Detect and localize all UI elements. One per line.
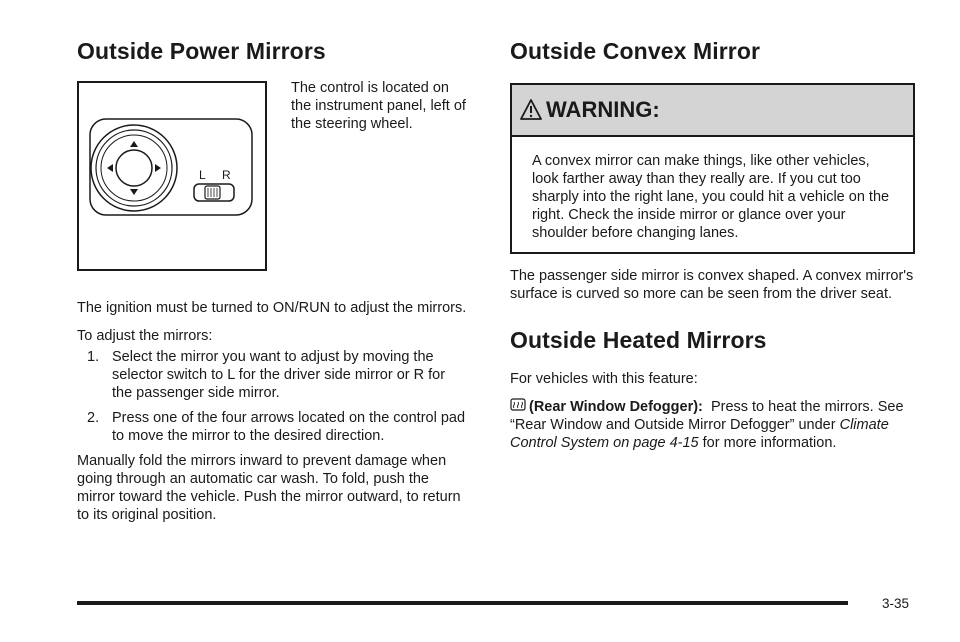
page-number: 3-35 (882, 596, 910, 611)
step-text: Press one of the four arrows located on the control pad to move the mirror to the desired direction. (112, 410, 466, 444)
control-location-text: The control is located on the instrument panel, left of the steering wheel. (291, 80, 466, 132)
vehicles-feature-text: For vehicles with this feature: (510, 371, 698, 387)
selector-switch-knob (205, 186, 220, 199)
defogger-paragraph (510, 398, 915, 452)
warning-body-text: A convex mirror can make things, like other vehicles, look farther away than they really are. If you cut too sharply into the right lane, you could hit a vehicle on the right. Check the inside mirror or glance over your shoulder before changing lanes. (532, 153, 890, 241)
ignition-text: The ignition must be turned to ON/RUN to adjust the mirrors. (77, 300, 467, 316)
defogger-text-b: for more information. (698, 435, 837, 451)
defogger-label: (Rear Window Defogger): (529, 399, 703, 415)
arrow-left-icon (107, 164, 113, 172)
mirror-control-figure (77, 81, 267, 271)
footer-rule (77, 601, 848, 605)
intro-block (77, 81, 467, 271)
switch-label-l: L (199, 168, 206, 182)
warning-title: WARNING: (546, 97, 660, 122)
list-item (77, 348, 467, 402)
left-column (77, 38, 467, 524)
section-heading-convex-mirror: Outside Convex Mirror (510, 38, 761, 64)
convex-mirror-text: The passenger side mirror is convex shaped. A convex mirror's surface is curved so more can be seen from the driver seat. (510, 268, 914, 302)
step-number: 1. (87, 349, 100, 365)
adjust-intro-text: To adjust the mirrors: (77, 328, 213, 344)
right-column (510, 38, 915, 452)
arrow-up-icon (130, 141, 138, 147)
climate-control-link[interactable]: Climate Control System on page 4-15 (510, 417, 889, 451)
list-item (77, 409, 467, 445)
warning-box (510, 83, 915, 254)
arrow-down-icon (130, 189, 138, 195)
mirror-control-illustration (79, 83, 265, 269)
step-text: Select the mirror you want to adjust by moving the selector switch to L for the driver side mirror or R for the passenger side mirror. (112, 349, 446, 401)
section-heading-power-mirrors: Outside Power Mirrors (77, 38, 326, 64)
fold-mirrors-text: Manually fold the mirrors inward to prevent damage when going through an automatic car wash. To fold, push the mirror toward the vehicle. Push the mirror outward, to return to its original position. (77, 453, 461, 523)
rear-defogger-icon (510, 398, 526, 413)
warning-header (512, 85, 913, 137)
defogger-text-a: Press to heat the mirrors. See “Rear Window and Outside Mirror Defogger” under (510, 399, 904, 433)
arrow-right-icon (155, 164, 161, 172)
warning-triangle-icon (520, 98, 542, 122)
adjust-steps-list (77, 348, 467, 445)
control-pad-center (116, 150, 152, 186)
section-heading-heated-mirrors: Outside Heated Mirrors (510, 327, 767, 353)
switch-label-r: R (222, 168, 231, 182)
step-number: 2. (87, 410, 100, 426)
